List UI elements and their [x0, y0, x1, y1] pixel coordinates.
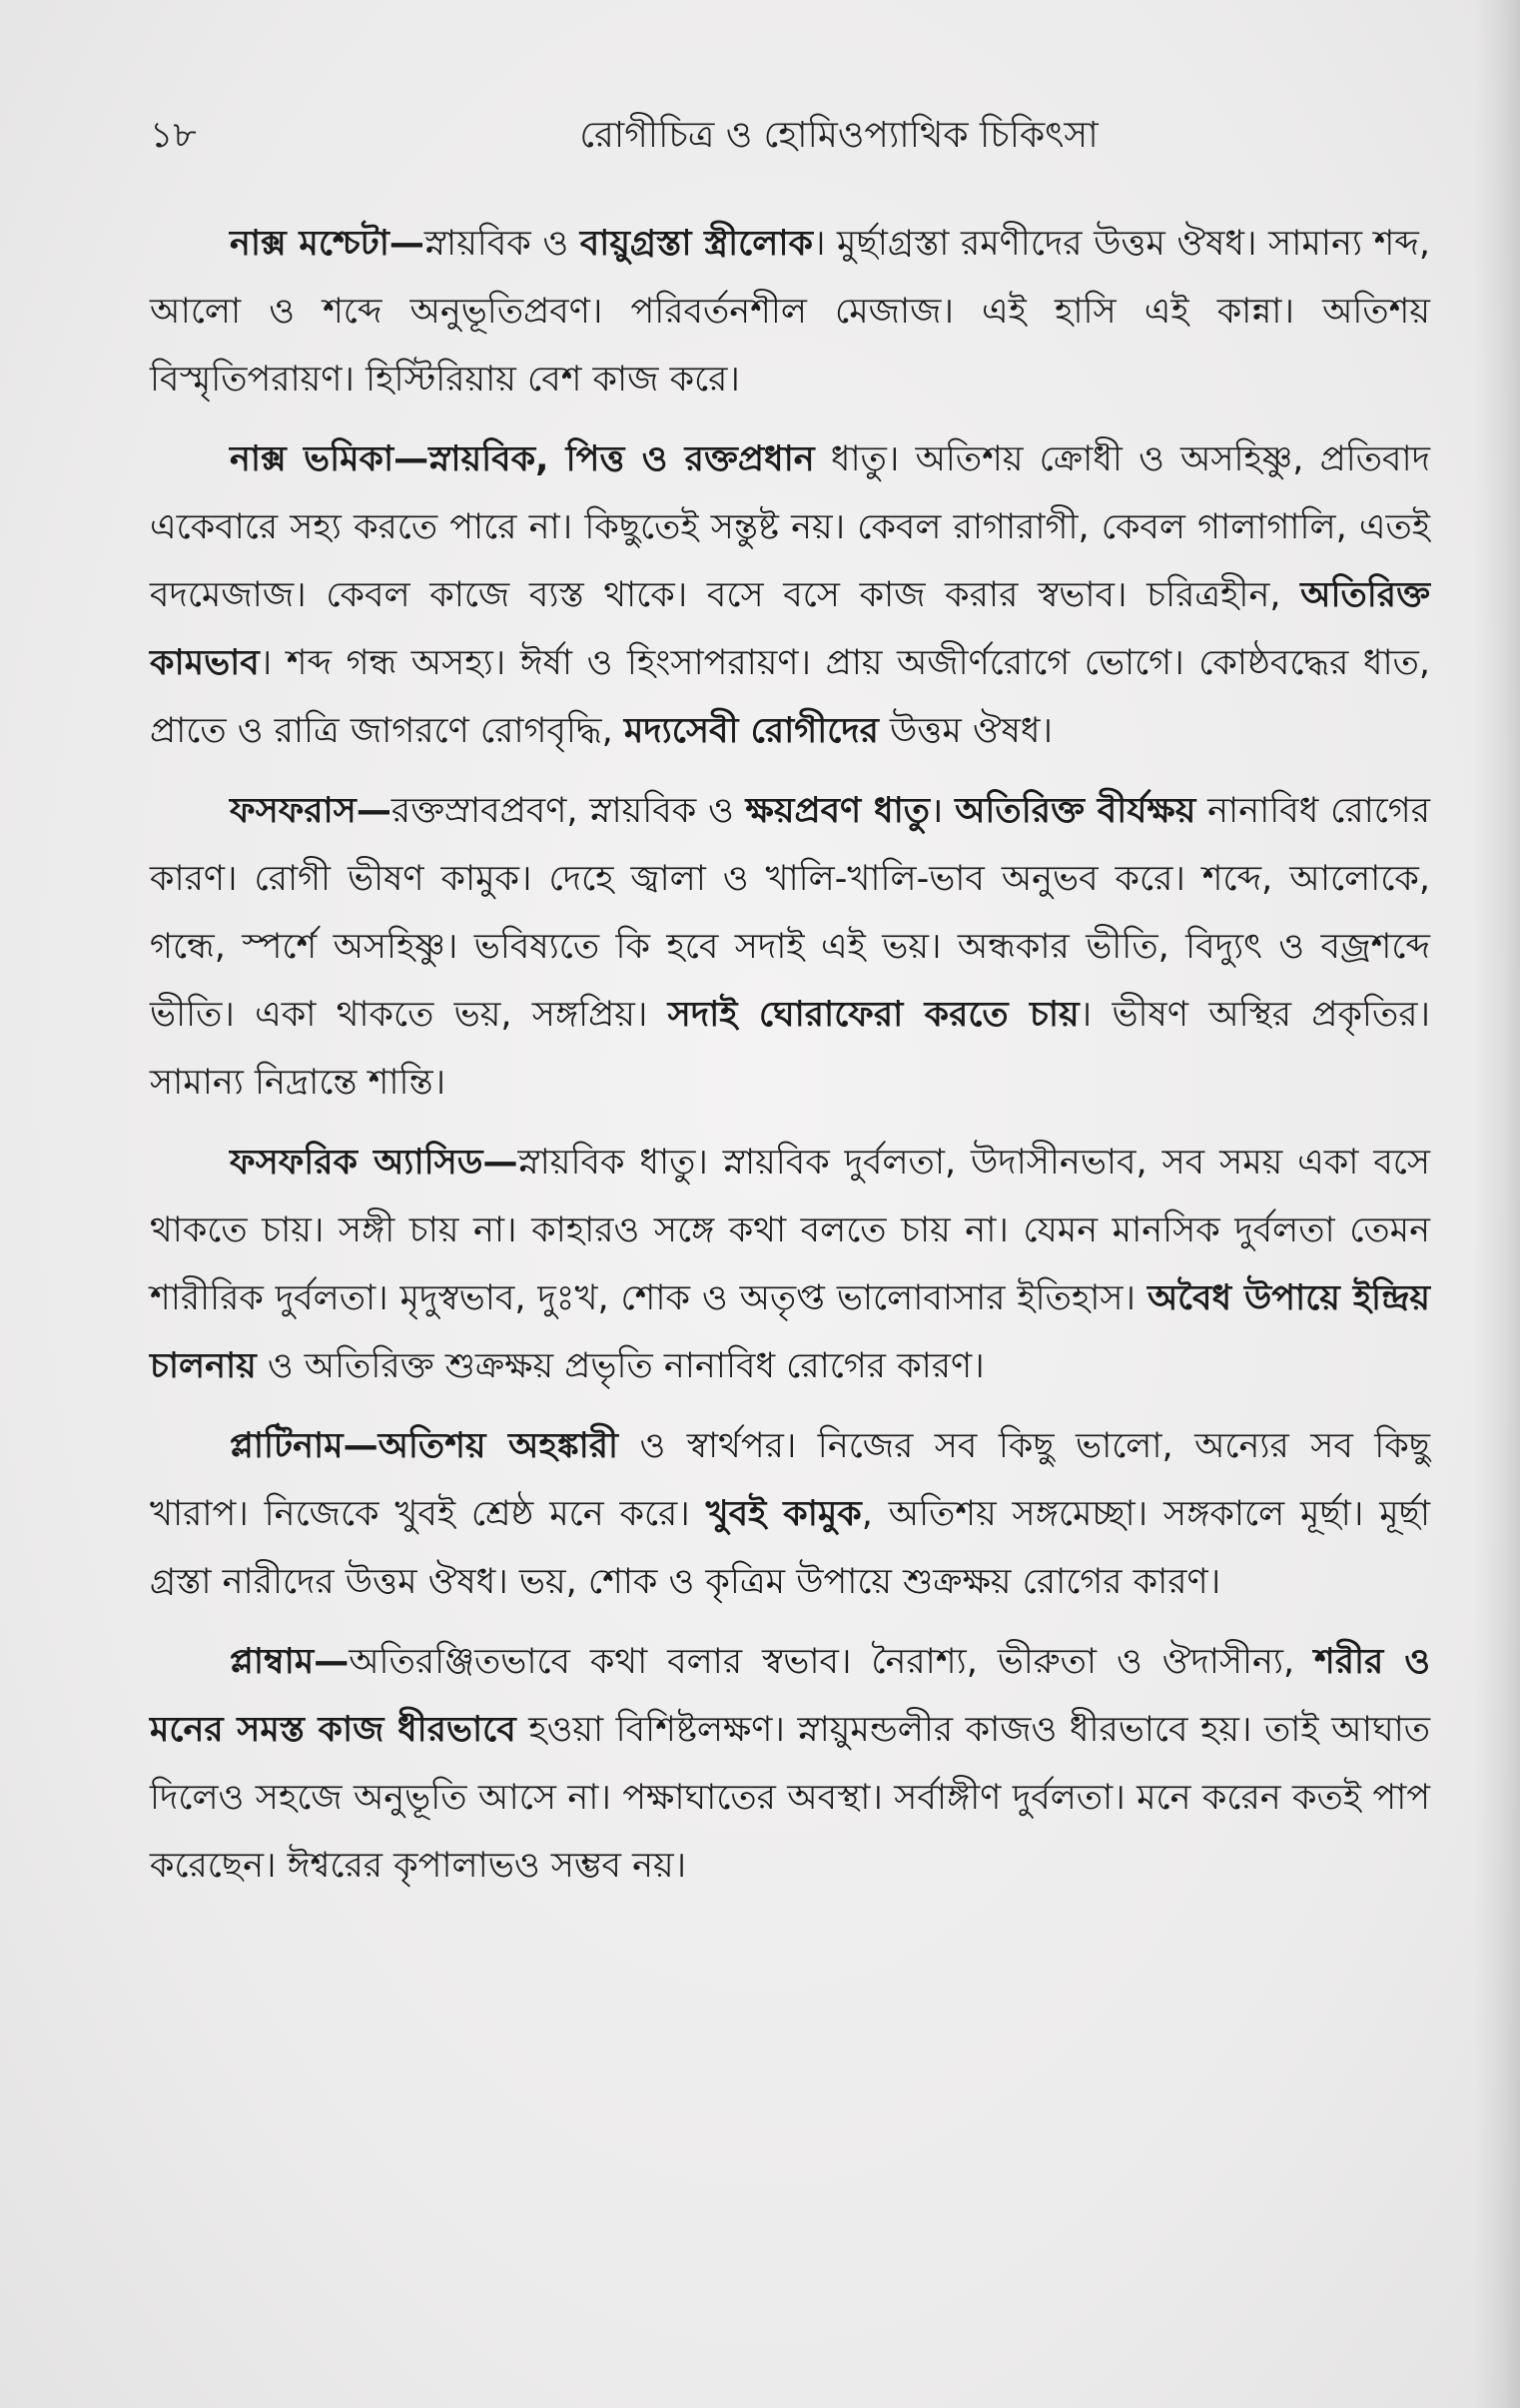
page-number: ১৮ — [150, 115, 197, 156]
emphasis: মদ্যসেবী রোগীদের — [623, 711, 879, 751]
page-edge-shadow — [1474, 0, 1520, 2408]
text-segment: স্নায়বিক ধাতু। স্নায়বিক দুর্বলতা, উদাসীনভাব, সব সময় একা বসে থাকতে চায়। সঙ্গী চায় না। কাহারও সঙ্গে কথা বলতে চায় না। যেমন মানসিক দুর্বলতা তেমন শারীরিক দুর্বলতা। মৃদুস্বভাব, দুঃখ, শোক ও অতৃপ্ত ভালোবাসার ইতিহাস। — [150, 1143, 1430, 1318]
emphasis: খুবই কামুক — [705, 1494, 862, 1534]
emphasis: সদাই ঘোরাফেরা করতে চায় — [667, 995, 1080, 1035]
text-segment: নানাবিধ রোগের কারণ। রোগী ভীষণ কামুক। দেহে জ্বালা ও খালি-খালি-ভাব অনুভব করে। শব্দে, আলোকে, গন্ধে, স্পর্শে অসহিষ্ণু। ভবিষ্যতে কি হবে সদাই এই ভয়। অন্ধকার ভীতি, বিদ্যুৎ ও বজ্রশব্দে ভীতি। একা থাকতে ভয়, সঙ্গপ্রিয়। — [150, 791, 1430, 1035]
paragraph-platinum — [150, 1412, 1430, 1616]
text-segment: হওয়া বিশিষ্টলক্ষণ। স্নায়ুমন্ডলীর কাজও ধীরভাবে হয়। তাই আঘাত দিলেও সহজে অনুভূতি আসে না। পক্ষাঘাতের অবস্থা। সর্বাঙ্গীণ দুর্বলতা। মনে করেন কতই পাপ করেছেন। ঈশ্বরের কৃপালাভও সম্ভব নয়। — [150, 1710, 1430, 1886]
remedy-name: নাক্স মশ্চেটা — [230, 224, 389, 264]
remedy-name: প্লাটিনাম — [230, 1426, 344, 1466]
text-segment: রক্তস্রাবপ্রবণ, স্নায়বিক ও — [390, 791, 746, 831]
text-segment: স্নায়বিক ও — [423, 224, 580, 264]
emphasis: শরীর ও মনের সমস্ত কাজ ধীরভাবে — [150, 1642, 1430, 1750]
remedy-name: ফসফরিক অ্যাসিড — [230, 1143, 483, 1183]
text-segment: উত্তম ঔষধ। — [878, 711, 1054, 751]
running-title: রোগীচিত্র ও হোমিওপ্যাথিক চিকিৎসা — [579, 115, 1099, 156]
text-segment: , অতিশয় সঙ্গমেচ্ছা। সঙ্গকালে মূর্ছা। মূর্ছা গ্রস্তা নারীদের উত্তম ঔষধ। ভয়, শোক ও কৃত্রিম উপায়ে শুক্রক্ষয় রোগের কারণ। — [150, 1494, 1430, 1602]
text-segment: । — [930, 791, 956, 831]
emphasis: অতিরিক্ত বীর্যক্ষয় — [955, 791, 1196, 831]
text-segment: । মুর্ছাগ্রস্তা রমণীদের উত্তম ঔষধ। সামান্য শব্দ, আলো ও শব্দে অনুভূতিপ্রবণ। পরিবর্তনশীল মেজাজ। এই হাসি এই কান্না। অতিশয় বিস্মৃতিপরায়ণ। হিস্টিরিয়ায় বেশ কাজ করে। — [150, 224, 1430, 400]
emphasis: অবৈধ উপায়ে ইন্দ্রিয় চালনায় — [150, 1278, 1430, 1386]
paragraph-nux-moschata — [150, 210, 1430, 413]
text-segment: । শব্দ গন্ধ অসহ্য। ঈর্ষা ও হিংসাপরায়ণ। প্রায় অজীর্ণরোগে ভোগে। কোষ্ঠবদ্ধের ধাত, প্রাতে ও রাত্রি জাগরণে রোগবৃদ্ধি, — [150, 643, 1430, 751]
text-segment: ধাতু। অতিশয় ক্রোধী ও অসহিষ্ণু, প্রতিবাদ একেবারে সহ্য করতে পারে না। কিছুতেই সন্তুষ্ট নয়। কেবল রাগারাগী, কেবল গালাগালি, এতই বদমেজাজ। কেবল কাজে ব্যস্ত থাকে। বসে বসে কাজ করার স্বভাব। চরিত্রহীন, — [150, 439, 1430, 615]
page-header — [150, 108, 1428, 168]
em-dash: — — [314, 1642, 350, 1682]
paragraph-plumbum — [150, 1628, 1430, 1900]
emphasis: বায়ুগ্রস্তা স্ত্রীলোক — [579, 224, 813, 264]
remedy-name: প্লাম্বাম — [230, 1642, 315, 1682]
text-segment: ও অতিরিক্ত শুক্রক্ষয় প্রভৃতি নানাবিধ রোগের কারণ। — [256, 1346, 985, 1386]
text-segment: । ভীষণ অস্থির প্রকৃতির। সামান্য নিদ্রান্তে শান্তি। — [150, 995, 1430, 1103]
em-dash: — — [388, 224, 424, 264]
paragraph-phosphorus — [150, 777, 1430, 1117]
body-text — [150, 210, 1430, 1912]
em-dash: — — [482, 1143, 518, 1183]
emphasis: অতিরিক্ত কামভাব — [150, 575, 1430, 683]
text-segment: ও স্বার্থপর। নিজের সব কিছু ভালো, অন্যের সব কিছু খারাপ। নিজেকে খুবই শ্রেষ্ঠ মনে করে। — [150, 1426, 1430, 1534]
em-dash: — — [343, 1426, 379, 1466]
text-segment: অতিরঞ্জিতভাবে কথা বলার স্বভাব। নৈরাশ্য, ভীরুতা ও ঔদাসীন্য, — [349, 1642, 1315, 1682]
em-dash: — — [393, 439, 429, 479]
emphasis: স্নায়বিক, পিত্ত ও রক্তপ্রধান — [428, 439, 815, 479]
remedy-name: নাক্স ভমিকা — [230, 439, 394, 479]
emphasis: অতিশয় অহঙ্কারী — [378, 1426, 619, 1466]
paragraph-phosphoric-acid — [150, 1129, 1430, 1400]
emphasis: ক্ষয়প্রবণ ধাতু — [745, 791, 931, 831]
em-dash: — — [356, 791, 391, 831]
remedy-name: ফসফরাস — [230, 791, 357, 831]
paragraph-nux-vomica — [150, 425, 1430, 765]
